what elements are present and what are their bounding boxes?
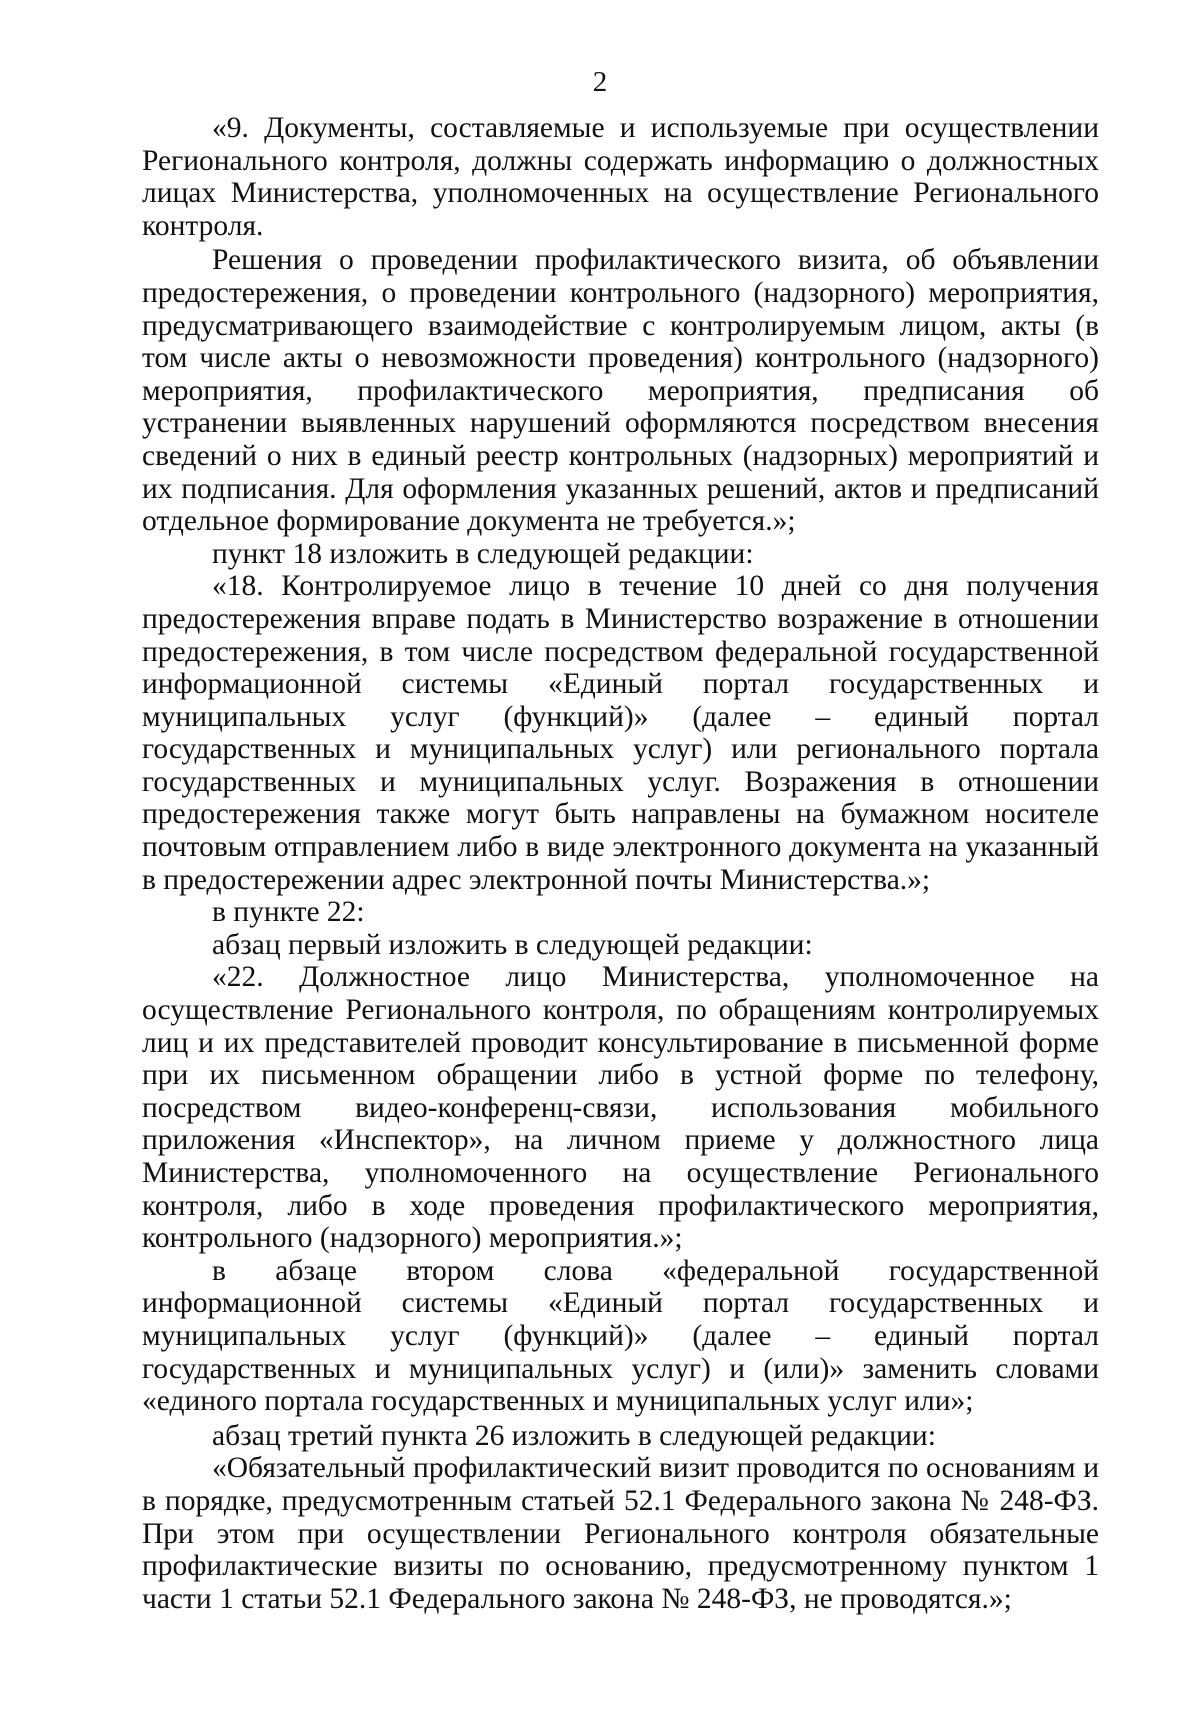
- paragraph-instruction-22-first: абзац первый изложить в следующей редакции:: [212, 928, 813, 961]
- paragraph-item-26: «Обязательный профилактический визит проводится по основаниям и в порядке, предусмотренным статьей 52.1 Федерального закона № 248-ФЗ. При этом при осуществлении Регионального контроля обязательные профилактические визиты по основанию, предусмотренному пунктом 1 части 1 статьи 52.1 Федерального закона № 248-ФЗ, не проводятся.»;: [142, 1452, 1099, 1615]
- paragraph-item-9: «9. Документы, составляемые и используемые при осуществлении Регионального контроля, должны содержать информацию о должностных лицах Министерства, уполномоченных на осуществление Регионального контроля.: [142, 112, 1099, 242]
- paragraph-item-18: «18. Контролируемое лицо в течение 10 дней со дня получения предостережения вправе подать в Министерство возражение в отношении предостережения, в том числе посредством федеральной государственной информационной системы «Единый портал государственных и муниципальных услуг (функций)» (далее – единый портал государственных и муниципальных услуг) или регионального портала государственных и муниципальных услуг. Возражения в отношении предостережения также могут быть направлены на бумажном носителе почтовым отправлением либо в виде электронного документа на указанный в предостережении адрес электронной почты Министерства.»;: [142, 570, 1099, 896]
- page-number: 2: [592, 66, 608, 98]
- paragraph-instruction-22: в пункте 22:: [212, 896, 365, 929]
- paragraph-item-22: «22. Должностное лицо Министерства, уполномоченное на осуществление Регионального контроля, по обращениям контролируемых лиц и их представителей проводит консультирование в письменной форме при их письменном обращении либо в устной форме по телефону, посредством видео-конференц-связи, использования мобильного приложения «Инспектор», на личном приеме у должностного лица Министерства, уполномоченного на осуществление Регионального контроля, либо в ходе проведения профилактического мероприятия, контрольного (надзорного) мероприятия.»;: [142, 961, 1099, 1255]
- document-body: [142, 112, 1099, 1615]
- paragraph-decisions: Решения о проведении профилактического визита, об объявлении предостережения, о проведении контрольного (надзорного) мероприятия, предусматривающего взаимодействие с контролируемым лицом, акты (в том числе акты о невозможности проведения) контрольного (надзорного) мероприятия, профилактического мероприятия, предписания об устранении выявленных нарушений оформляются посредством внесения сведений о них в единый реестр контрольных (надзорных) мероприятий и их подписания. Для оформления указанных решений, актов и предписаний отдельное формирование документа не требуется.»;: [142, 244, 1099, 538]
- paragraph-instruction-26: абзац третий пункта 26 изложить в следующей редакции:: [212, 1419, 936, 1452]
- paragraph-instruction-18: пункт 18 изложить в следующей редакции:: [212, 537, 754, 570]
- paragraph-instruction-22-second: в абзаце втором слова «федеральной государственной информационной системы «Единый портал государственных и муниципальных услуг (функций)» (далее – единый портал государственных и муниципальных услуг) и (или)» заменить словами «единого портала государственных и муниципальных услуг или»;: [142, 1254, 1099, 1418]
